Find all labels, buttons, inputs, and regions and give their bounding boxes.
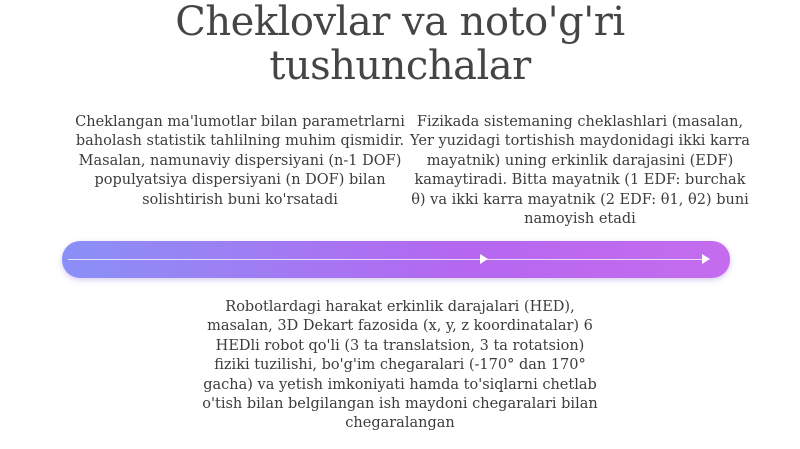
text-block-physics: Fizikada sistemaning cheklashlari (masalan, Yer yuzidagi tortishish maydonidagi ikki karra mayatnik) uning erkinlik darajasini (EDF) kamaytiradi. Bitta mayatnik (1 EDF: burchak θ) va ikki karra mayatnik (2 EDF: θ1, θ2) buni namoyish etadi — [410, 114, 750, 228]
text-block-statistics: Cheklangan ma'lumotlar bilan parametrlarni baholash statistik tahlilning muhim qismidir. Masalan, namunaviy dispersiyani (n-1 DOF) populyatsiya dispersiyani (n DOF) bilan solishtirish buni ko'rsatadi — [75, 114, 405, 208]
timeline-bar — [62, 241, 730, 278]
timeline-arrow-end-icon — [702, 254, 710, 264]
page-title-line-1: Cheklovlar va noto'g'ri — [175, 0, 625, 45]
timeline-line — [68, 259, 706, 260]
page-title — [0, 0, 800, 88]
page-title-line-2: tushunchalar — [269, 43, 531, 89]
timeline-arrow-icon — [480, 254, 488, 264]
text-block-robotics: Robotlardagi harakat erkinlik darajalari (HED), masalan, 3D Dekart fazosida (x, y, z koordinatalar) 6 HEDli robot qo'li (3 ta translatsion, 3 ta rotatsion) fiziki tuzilishi, bo'g'im chegaralari (-170° dan 170° gacha) va yetish imkoniyati hamda to'siqlarni chetlab o'tish bilan belgilangan ish maydoni chegaralari bilan chegaralangan — [202, 299, 598, 432]
